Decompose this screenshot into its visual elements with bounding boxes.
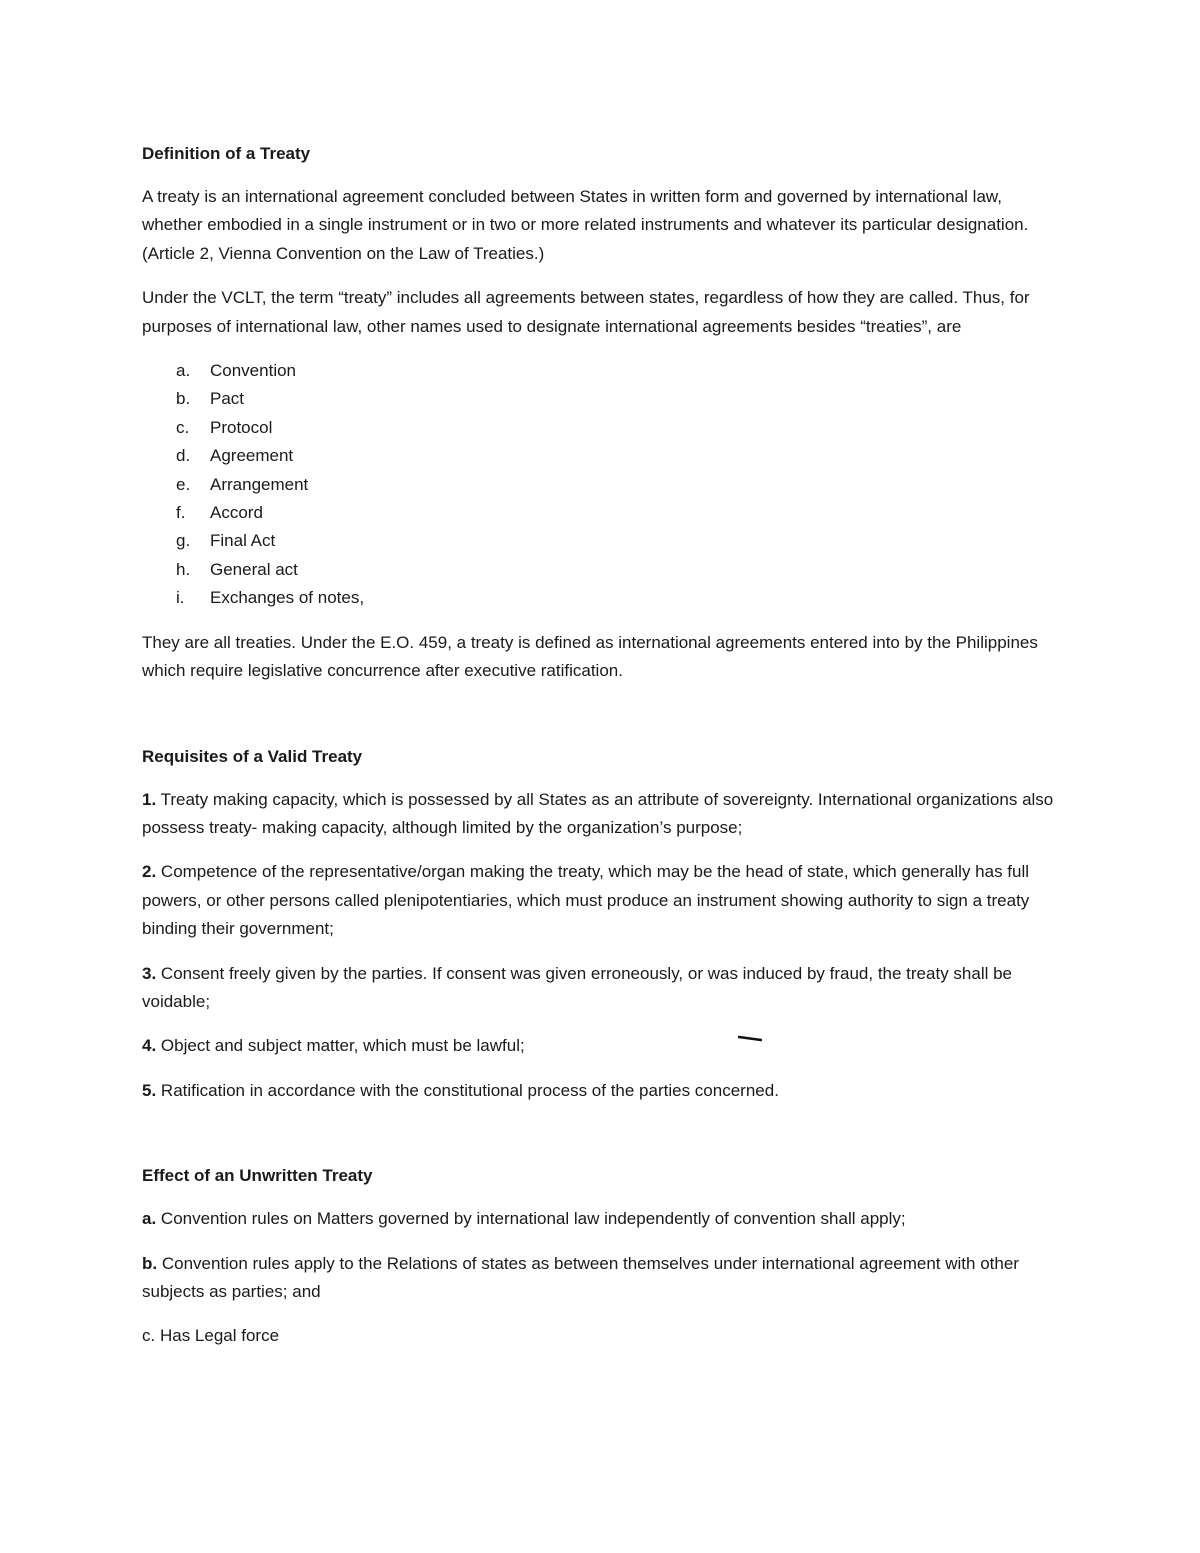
requisite-number: 3.: [142, 963, 157, 983]
requisite-item: [142, 1032, 1062, 1060]
section-heading-definition: Definition of a Treaty: [142, 144, 311, 163]
list-item-text: Arrangement: [210, 474, 309, 494]
list-marker: h.: [176, 559, 191, 579]
list-item: [142, 357, 1062, 385]
requisite-text: Ratification in accordance with the constitutional process of the parties concerned.: [156, 1080, 779, 1100]
list-marker: e.: [176, 474, 191, 494]
requisite-text: Treaty making capacity, which is possessed by all States as an attribute of sovereignty. International organizations also possess treaty- making capacity, although limited by the organization’s purpose;: [142, 789, 1054, 837]
requisite-item: [142, 786, 1062, 843]
definition-paragraph: A treaty is an international agreement concluded between States in written form and governed by international law, whether embodied in a single instrument or in two or more related instruments and whatever its particular designation. (Article 2, Vienna Convention on the Law of Treaties.): [142, 187, 1029, 263]
list-item: [142, 584, 1062, 612]
list-item: [142, 556, 1062, 584]
effect-text: Convention rules on Matters governed by international law independently of convention shall apply;: [156, 1209, 906, 1229]
section-spacer: [142, 702, 1062, 743]
document-page: [142, 140, 1062, 1367]
requisite-number: 1.: [142, 789, 157, 809]
list-marker: f.: [176, 503, 186, 523]
section-heading-requisites: Requisites of a Valid Treaty: [142, 746, 363, 766]
requisite-item: [142, 858, 1062, 943]
list-item-text: Convention: [210, 361, 297, 381]
list-marker: c.: [176, 417, 190, 437]
list-item-text: Final Act: [210, 531, 276, 551]
section-heading-unwritten: Effect of an Unwritten Treaty: [142, 1166, 373, 1186]
list-marker: a.: [176, 361, 191, 381]
effect-letter: c.: [142, 1326, 156, 1346]
effect-item: [142, 1322, 1062, 1350]
list-marker: g.: [176, 531, 191, 551]
requisite-number: 5.: [142, 1080, 157, 1100]
effect-item: [142, 1205, 1062, 1233]
effect-text: Has Legal force: [155, 1326, 280, 1346]
requisite-number: 2.: [142, 862, 157, 882]
list-item-text: Protocol: [210, 417, 273, 437]
list-item: [142, 442, 1062, 470]
list-item: [142, 499, 1062, 527]
list-marker: i.: [176, 588, 185, 608]
list-item-text: Pact: [210, 389, 245, 409]
stray-pen-mark: [738, 1034, 762, 1042]
requisite-text: Competence of the representative/organ making the treaty, which may be the head of state, which generally has full powers, or other persons called plenipotentiaries, which must produce an instrument showing authority to sign a treaty binding their government;: [142, 862, 1030, 939]
requisite-text: Consent freely given by the parties. If consent was given erroneously, or was induced by fraud, the treaty shall be voidable;: [142, 963, 1013, 1011]
effect-letter: a.: [142, 1209, 157, 1229]
effect-letter: b.: [142, 1253, 158, 1273]
list-item-text: General act: [210, 559, 298, 579]
list-item-text: Agreement: [210, 446, 294, 466]
effect-text: Convention rules apply to the Relations of states as between themselves under international agreement with other subjects as parties; and: [142, 1253, 1019, 1301]
section-spacer: [142, 1121, 1062, 1162]
eo-paragraph: They are all treaties. Under the E.O. 459, a treaty is defined as international agreements entered into by the Philippines which require legislative concurrence after executive ratification.: [142, 632, 1038, 681]
list-marker: b.: [176, 389, 191, 409]
requisite-item: [142, 1077, 1062, 1105]
vclt-paragraph: Under the VCLT, the term “treaty” includes all agreements between states, regardless of how they are called. Thus, for purposes of international law, other names used to designate international agreements besides “treaties”, are: [142, 288, 1030, 336]
list-item: [142, 471, 1062, 499]
effect-item: [142, 1250, 1062, 1307]
list-item-text: Accord: [210, 503, 263, 523]
requisite-number: 4.: [142, 1036, 157, 1056]
treaty-names-list: [142, 357, 1062, 613]
list-item: [142, 527, 1062, 555]
requisite-item: [142, 960, 1062, 1017]
list-item: [142, 414, 1062, 442]
list-item: [142, 385, 1062, 413]
requisite-text: Object and subject matter, which must be lawful;: [156, 1036, 525, 1056]
list-marker: d.: [176, 446, 191, 466]
list-item-text: Exchanges of notes,: [210, 588, 365, 608]
